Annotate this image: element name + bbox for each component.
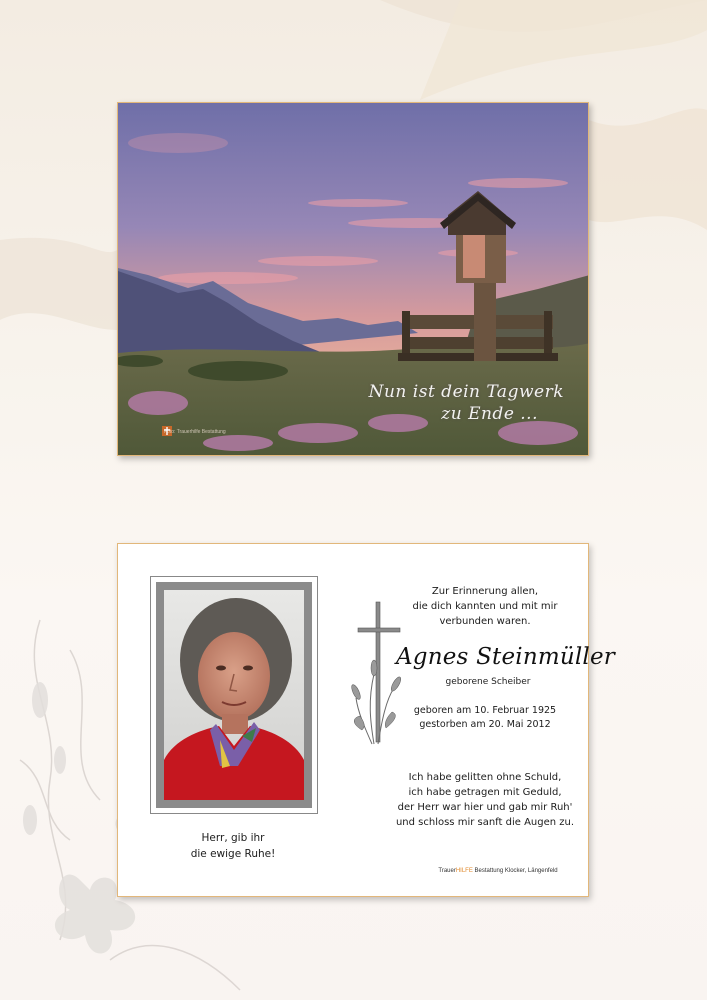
portrait-frame bbox=[150, 576, 318, 814]
verse-line-1: Nun ist dein Tagwerk bbox=[368, 382, 564, 402]
left-quote-line-1: Herr, gib ihr bbox=[201, 832, 265, 844]
footer-brand-a: Trauer bbox=[438, 868, 456, 874]
portrait-mat bbox=[156, 582, 312, 808]
deceased-name: Agnes Steinmüller bbox=[396, 644, 615, 670]
poem-line-2: ich habe getragen mit Geduld, bbox=[408, 787, 562, 798]
left-quote bbox=[148, 830, 318, 862]
poem-line-1: Ich habe gelitten ohne Schuld, bbox=[408, 772, 562, 783]
memory-line-3: verbunden waren. bbox=[439, 616, 531, 627]
footer-text: Bestattung Klocker, Längenfeld bbox=[472, 868, 558, 874]
footer-brand-b: HILFE bbox=[455, 868, 473, 874]
portrait-photo bbox=[164, 590, 304, 800]
photo-credit: Foto: Trauerhilfe Bestattung bbox=[164, 429, 226, 435]
maiden-name: geborene Scheiber bbox=[445, 677, 531, 687]
memory-line-2: die dich kannten und mit mir bbox=[412, 601, 558, 612]
front-verse bbox=[369, 381, 564, 425]
poem-line-3: der Herr war hier und gab mir Ruh' bbox=[397, 802, 573, 813]
footer-credit bbox=[408, 868, 588, 874]
left-quote-line-2: die ewige Ruhe! bbox=[190, 848, 276, 860]
life-dates bbox=[390, 704, 580, 732]
front-card bbox=[117, 102, 589, 456]
poem bbox=[380, 770, 590, 830]
inside-card bbox=[117, 543, 615, 897]
poem-line-4: und schloss mir sanft die Augen zu. bbox=[395, 817, 575, 828]
memory-line-1: Zur Erinnerung allen, bbox=[431, 586, 539, 597]
birth-date: geboren am 10. Februar 1925 bbox=[413, 705, 557, 716]
memory-text bbox=[390, 584, 580, 629]
death-date: gestorben am 20. Mai 2012 bbox=[419, 719, 551, 730]
verse-line-2: zu Ende ... bbox=[441, 404, 538, 424]
